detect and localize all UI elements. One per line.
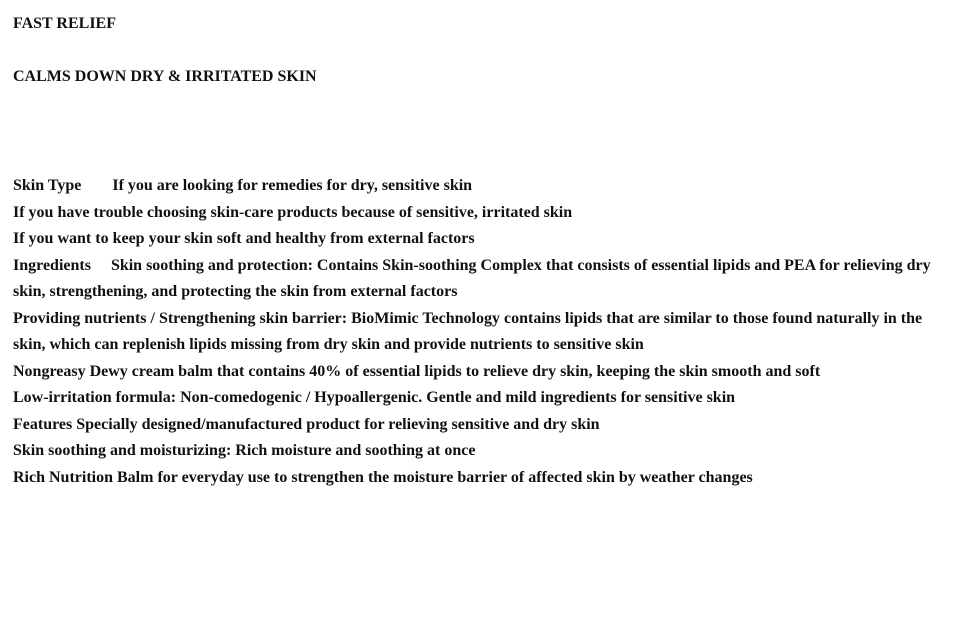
skin-type-line: If you want to keep your skin soft and healthy from external factors — [13, 230, 475, 247]
skin-type-line: If you are looking for remedies for dry, sensitive skin — [112, 177, 473, 194]
skin-type-line: If you have trouble choosing skin-care products because of sensitive, irritated skin — [13, 203, 573, 221]
details-section — [13, 173, 948, 491]
skin-type-row — [13, 173, 948, 200]
ingredients-line: Skin soothing and protection: Contains Skin-soothing Complex that consists of essential lipids and PEA for relieving dry skin, strengthening, and protecting the skin from external factors — [13, 256, 931, 300]
features-line: Skin soothing and moisturizing: Rich moisture and soothing at once — [13, 442, 476, 459]
ingredients-line: Low-irritation formula: Non-comedogenic / Hypoallergenic. Gentle and mild ingredients for sensitive skin — [13, 389, 736, 406]
ingredients-row — [13, 253, 948, 306]
headline-fast-relief: FAST RELIEF — [13, 15, 116, 32]
ingredients-line: Providing nutrients / Strengthening skin barrier: BioMimic Technology contains lipids that are similar to those found naturally in the skin, which can replenish lipids missing from dry skin and provide nutrients to sensitive skin — [13, 309, 923, 353]
product-description — [13, 0, 948, 640]
features-line: Features Specially designed/manufactured product for relieving sensitive and dry skin — [13, 415, 600, 433]
headline-calms-down: CALMS DOWN DRY & IRRITATED SKIN — [13, 68, 317, 85]
ingredients-line: Nongreasy Dewy cream balm that contains 40% of essential lipids to relieve dry skin, keeping the skin smooth and soft — [13, 362, 821, 380]
features-line: Rich Nutrition Balm for everyday use to strengthen the moisture barrier of affected skin by weather changes — [13, 468, 753, 486]
skin-type-label: Skin Type — [13, 177, 82, 194]
ingredients-label: Ingredients — [13, 256, 91, 274]
